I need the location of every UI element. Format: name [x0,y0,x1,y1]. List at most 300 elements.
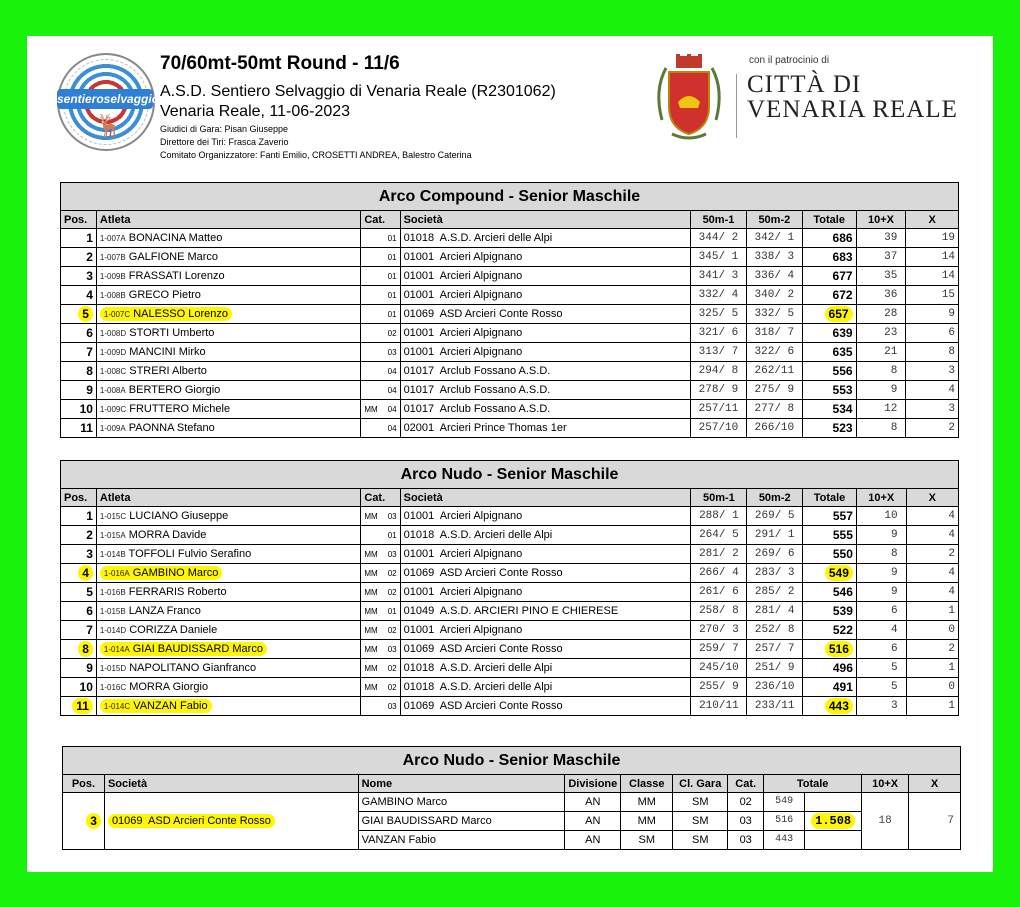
director: Direttore dei Tiri: Frasca Zaverio [160,137,289,147]
societa-cell [400,602,691,621]
total: 677 [832,269,853,283]
table-row [61,640,959,659]
total: 539 [832,604,853,618]
col-divisione: Divisione [565,775,621,793]
total: 639 [832,326,853,340]
pos-cell [61,324,97,343]
athlete-name: PAONNA Stefano [128,422,215,434]
pos-cell [61,267,97,286]
athlete-code: 1-009C [99,405,127,414]
societa-cell [400,526,691,545]
col-pos: Pos. [61,489,97,507]
round2: 236/10 [747,678,803,697]
societa-cell [400,659,691,678]
athlete-name: NALESSO Lorenzo [133,308,229,320]
col-10x: 10+X [856,489,906,507]
compound-title: Arco Compound - Senior Maschile [61,183,959,211]
x-count: 1 [906,602,958,621]
team-x: 7 [909,793,961,850]
societa: 01049 A.S.D. ARCIERI PINO E CHIERESE [403,605,619,617]
pos-cell [61,564,97,583]
position: 11 [80,421,93,435]
table-row [61,305,959,324]
x-count: 14 [906,267,959,286]
total-cell [803,507,857,526]
x-count: 14 [906,248,959,267]
nudo-table [60,460,959,716]
position: 8 [78,641,93,657]
round1: 264/ 5 [691,526,747,545]
cat-cell [361,564,400,583]
societa-cell [400,305,690,324]
athlete-code: 1-008B [99,291,126,300]
total: 522 [832,623,853,637]
athlete-cell [96,697,360,716]
cat-cell [361,659,400,678]
round1: 259/ 7 [691,640,747,659]
pos-cell [61,640,97,659]
societa: 01018 A.S.D. Arcieri delle Alpi [403,681,553,693]
total: 683 [832,250,853,264]
societa: 01018 A.S.D. Arcieri delle Alpi [403,232,553,244]
patrocinio-label: con il patrocinio di [749,55,830,66]
societa: 01018 A.S.D. Arcieri delle Alpi [403,662,553,674]
athlete [100,403,230,415]
category: 01 [387,606,397,616]
category: 04 [387,404,397,414]
category: 02 [387,625,397,635]
division: MM [364,663,378,673]
header [27,36,993,166]
round1: 288/ 1 [691,507,747,526]
societa-cell [400,248,690,267]
cat-cell [361,602,400,621]
total: 546 [832,585,853,599]
pos-cell [61,229,97,248]
cat-cell [361,248,400,267]
round2: 340/ 2 [746,286,802,305]
division: MM [364,511,378,521]
societa-cell [400,564,691,583]
category: 01 [387,252,397,262]
col-round1: 50m-1 [691,489,747,507]
societa-cell [400,362,690,381]
societa-cell [400,324,690,343]
athlete [100,699,212,713]
member-class: MM [621,812,673,831]
category: 01 [387,309,397,319]
x-count: 2 [906,640,958,659]
societa-cell [400,381,690,400]
division: MM [364,549,378,559]
cat-cell [361,343,400,362]
team-member-row [63,793,961,812]
col-pos: Pos. [63,775,105,793]
cat-cell [361,640,400,659]
cat-cell [361,545,400,564]
pos-cell [61,343,97,362]
athlete-name: GRECO Pietro [128,289,201,301]
col-cat: Cat. [361,489,400,507]
tenx: 5 [856,659,906,678]
athlete [100,548,251,560]
round1: 257/10 [691,419,747,438]
athlete-name: GAMBINO Marco [132,567,219,579]
round2: 251/ 9 [747,659,803,678]
table-row [61,343,959,362]
x-count: 4 [906,526,958,545]
position: 2 [86,528,93,542]
round1: 313/ 7 [691,343,747,362]
athlete [100,529,207,541]
total-cell [802,343,856,362]
athlete-cell [96,564,360,583]
divider [736,74,737,138]
division: MM [364,587,378,597]
athlete-cell [96,229,360,248]
pos-cell [61,583,97,602]
table-row [61,362,959,381]
category: 03 [387,347,397,357]
score-split [764,812,861,830]
athlete-code: 1-014A [103,645,130,654]
round2: 252/ 8 [747,621,803,640]
position: 7 [86,345,93,359]
table-row [61,400,959,419]
round2: 283/ 3 [747,564,803,583]
total-cell [803,659,857,678]
table-row [61,381,959,400]
athlete-code: 1-015B [99,607,126,616]
societa: 01069 ASD Arcieri Conte Rosso [403,567,563,579]
pos-cell [61,286,97,305]
athlete-cell [96,400,360,419]
total: 496 [832,661,853,675]
athlete [100,307,232,321]
athlete-code: 1-007C [103,310,131,319]
division: MM [364,404,378,414]
athlete [100,662,256,674]
tenx: 12 [856,400,906,419]
division: MM [364,625,378,635]
societa: 01001 Arcieri Alpignano [403,624,523,636]
position: 10 [79,680,93,694]
table-row [61,697,959,716]
tenx: 9 [856,381,906,400]
societa-cell [400,697,691,716]
table-row [61,248,959,267]
position: 8 [86,364,93,378]
athlete-code: 1-007A [99,234,126,243]
x-count: 3 [906,362,959,381]
member-clgara: SM [673,831,728,850]
athlete-name: BONACINA Matteo [128,232,223,244]
round1: 245/10 [691,659,747,678]
club-logo [57,53,160,151]
total: 550 [832,547,853,561]
athlete [100,270,225,282]
total-cell [802,419,856,438]
round2: 275/ 9 [746,381,802,400]
col-classe: Classe [621,775,673,793]
societa: 02001 Arcieri Prince Thomas 1er [403,422,567,434]
category: 02 [387,587,397,597]
round1: 255/ 9 [691,678,747,697]
athlete-code: 1-008A [99,386,126,395]
col-cat: Cat. [728,775,764,793]
division: MM [364,644,378,654]
athlete-code: 1-009B [99,272,126,281]
athlete [100,251,218,263]
total: 553 [832,383,853,397]
table-row [61,583,959,602]
athlete [100,624,217,636]
round2: 262/11 [746,362,802,381]
tenx: 9 [856,583,906,602]
societa: 01001 Arcieri Alpignano [403,510,523,522]
tenx: 35 [856,267,906,286]
table-row [61,659,959,678]
athlete [100,586,227,598]
round1: 345/ 1 [691,248,747,267]
x-count: 2 [906,419,959,438]
athlete-cell [96,381,360,400]
round1: 270/ 3 [691,621,747,640]
athlete-cell [96,305,360,324]
col-round1: 50m-1 [691,211,747,229]
x-count: 2 [906,545,958,564]
athlete [100,232,222,244]
athlete-name: LUCIANO Giuseppe [129,510,229,522]
category: 01 [387,290,397,300]
total: 491 [832,680,853,694]
athlete-cell [96,526,360,545]
pos-cell [61,659,97,678]
tenx: 21 [856,343,906,362]
col-totale: Totale [802,211,856,229]
athlete [100,327,214,339]
category: 03 [387,511,397,521]
tenx: 28 [856,305,906,324]
athlete-cell [96,267,360,286]
societa: 01001 Arcieri Alpignano [403,327,523,339]
category: 03 [387,549,397,559]
athlete-code: 1-015C [99,512,127,521]
athlete-name: FERRARIS Roberto [128,586,227,598]
round2: 285/ 2 [747,583,803,602]
round2: 332/ 5 [746,305,802,324]
athlete-name: BERTERO Giorgio [128,384,221,396]
position: 4 [86,288,93,302]
position: 6 [86,604,93,618]
cat-cell [361,526,400,545]
round2: 338/ 3 [746,248,802,267]
col-societa: Società [104,775,358,793]
total-cell [803,678,857,697]
pos-cell [61,545,97,564]
x-count: 1 [906,659,958,678]
category: 04 [387,366,397,376]
category: 01 [387,271,397,281]
pos-cell [61,697,97,716]
position: 1 [86,231,93,245]
category: 01 [387,530,397,540]
athlete-name: LANZA Franco [128,605,201,617]
societa: 01069 ASD Arcieri Conte Rosso [403,700,563,712]
position: 5 [78,306,93,322]
athlete-name: NAPOLITANO Gianfranco [129,662,257,674]
col-atleta: Atleta [96,211,360,229]
total-cell [802,362,856,381]
total-cell [803,621,857,640]
category: 02 [387,568,397,578]
total: 534 [832,402,853,416]
athlete-cell [96,362,360,381]
x-count: 4 [906,564,958,583]
col-x: X [906,211,959,229]
athlete-cell [96,343,360,362]
cat-cell [361,286,400,305]
societa-cell [400,640,691,659]
total-cell [803,583,857,602]
cat-cell [361,381,400,400]
societa: 01001 Arcieri Alpignano [403,548,523,560]
total-cell [803,564,857,583]
x-count: 4 [906,381,959,400]
tenx: 8 [856,362,906,381]
col-totale: Totale [764,775,862,793]
societa-cell [400,621,691,640]
col-x: X [906,489,958,507]
athlete-cell [96,583,360,602]
score-split [764,793,861,811]
x-count: 9 [906,305,959,324]
round1: 344/ 2 [691,229,747,248]
col-totale: Totale [803,489,857,507]
member-name: GAMBINO Marco [358,793,565,812]
position: 6 [86,326,93,340]
table-row [61,419,959,438]
round2: 318/ 7 [746,324,802,343]
position: 2 [86,250,93,264]
member-score-cell [764,793,862,812]
total: 549 [825,565,853,581]
table-row [61,564,959,583]
tenx: 6 [856,602,906,621]
club-logo-text: sentieroselvaggio [57,89,153,109]
position: 3 [86,547,93,561]
athlete [100,642,267,656]
col-x: X [909,775,961,793]
societa: 01069 ASD Arcieri Conte Rosso [403,308,563,320]
total-cell [802,305,856,324]
table-row [61,621,959,640]
member-name: VANZAN Fabio [358,831,565,850]
athlete-code: 1-015A [99,531,126,540]
x-count: 8 [906,343,959,362]
compound-header-row [61,211,959,229]
round1: 325/ 5 [691,305,747,324]
member-score: 549 [764,793,805,811]
athlete [100,566,222,580]
round2: 269/ 6 [747,545,803,564]
societa-cell [400,229,690,248]
member-cat: 03 [728,831,764,850]
athlete [100,384,220,396]
athlete-cell [96,659,360,678]
athlete-name: MORRA Davide [128,529,207,541]
col-pos: Pos. [61,211,97,229]
member-class: SM [621,831,673,850]
athlete [100,289,201,301]
category: 02 [387,663,397,673]
results-sheet [27,36,993,872]
nudo-header-row [61,489,959,507]
pos-cell [61,419,97,438]
round1: 341/ 3 [691,267,747,286]
athlete-name: TOFFOLI Fulvio Serafino [128,548,252,560]
x-count: 0 [906,678,958,697]
total: 657 [825,306,853,322]
cat-cell [361,229,400,248]
pos-cell [61,507,97,526]
societa-cell [400,400,690,419]
athlete-code: 1-008D [99,329,127,338]
societa: 01017 Arclub Fossano A.S.D. [403,384,551,396]
round1: 210/11 [691,697,747,716]
round1: 266/ 4 [691,564,747,583]
team-title: Arco Nudo - Senior Maschile [63,747,961,775]
pos-cell [61,526,97,545]
cat-cell [361,267,400,286]
category: 03 [387,701,397,711]
cat-cell [361,507,400,526]
societa-cell [400,678,691,697]
nudo-title: Arco Nudo - Senior Maschile [61,461,959,489]
member-score-cell [764,812,862,831]
team-position: 3 [86,813,101,829]
col-10x: 10+X [856,211,906,229]
athlete-name: VANZAN Fabio [133,700,208,712]
tenx: 39 [856,229,906,248]
round2: 277/ 8 [746,400,802,419]
total: 686 [832,231,853,245]
athlete-name: GALFIONE Marco [128,251,219,263]
athlete-code: 1-016B [99,588,126,597]
tenx: 37 [856,248,906,267]
col-societa: Società [400,489,691,507]
round1: 294/ 8 [691,362,747,381]
x-count: 19 [906,229,959,248]
x-count: 6 [906,324,959,343]
athlete-code: 1-015D [99,664,127,673]
societa: 01069 ASD Arcieri Conte Rosso [403,643,563,655]
athlete [100,681,208,693]
round2: 281/ 4 [747,602,803,621]
societa: 01017 Arclub Fossano A.S.D. [403,365,551,377]
division: MM [364,568,378,578]
table-row [61,286,959,305]
athlete-cell [96,324,360,343]
total-cell [802,381,856,400]
team-pos-cell [63,793,105,850]
round1: 332/ 4 [691,286,747,305]
round2: 269/ 5 [747,507,803,526]
table-row [61,229,959,248]
table-row [61,507,959,526]
tenx: 10 [856,507,906,526]
total: 635 [832,345,853,359]
